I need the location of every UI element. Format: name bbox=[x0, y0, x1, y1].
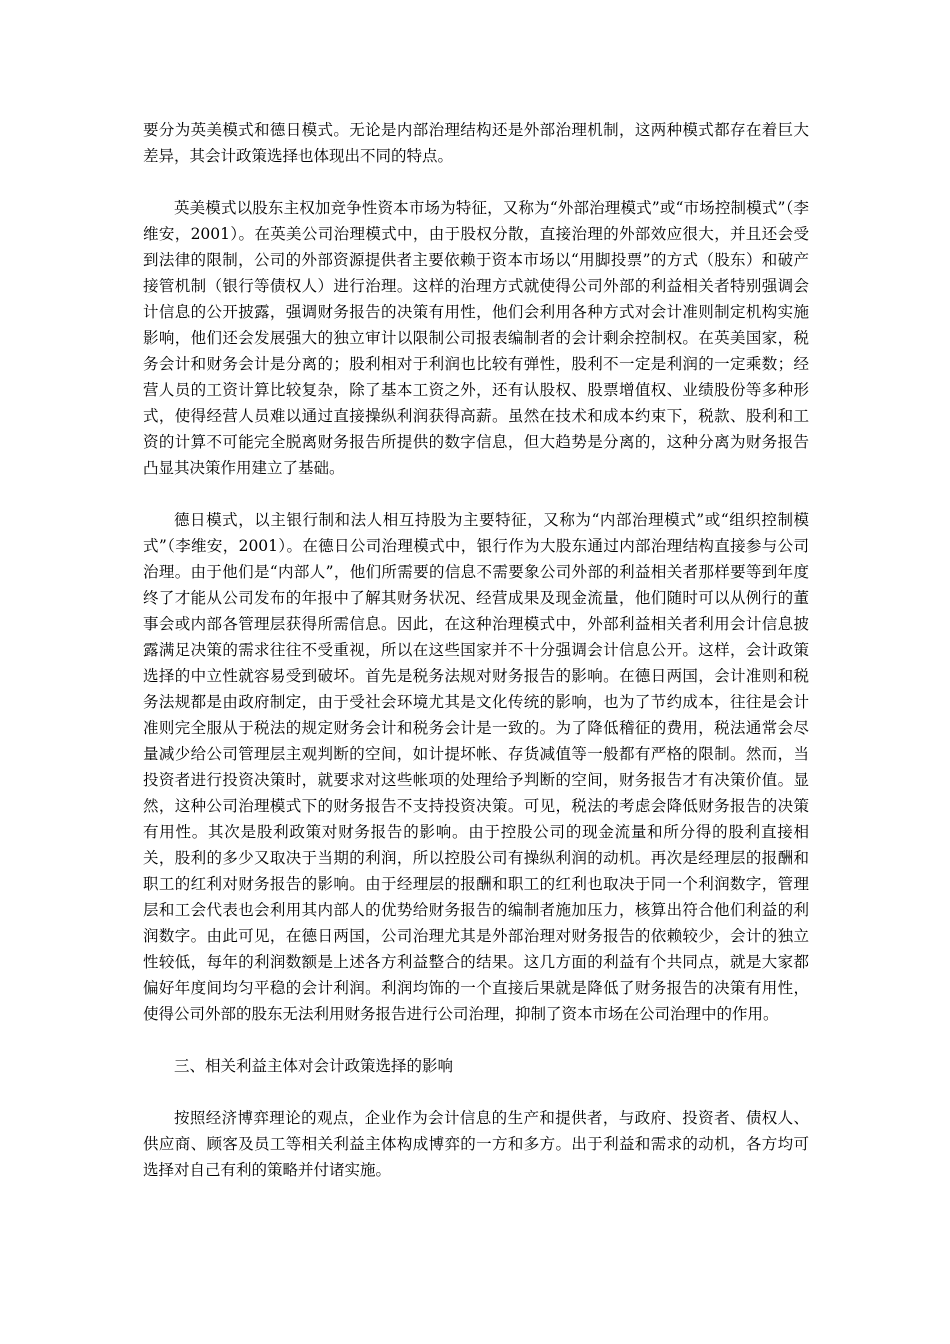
paragraph-anglo-american-model: 英美模式以股东主权加竞争性资本市场为特征，又称为“外部治理模式”或“市场控制模式”（李维安，2001）。在英美公司治理模式中，由于股权分散，直接治理的外部效应很大，并且还会受到法律的限制，公司的外部资源提供者主要依赖于资本市场以“用脚投票”的方式（股东）和破产接管机制（银行等债权人）进行治理。这样的治理方式就使得公司外部的利益相关者特别强调会计信息的公开披露，强调财务报告的决策有用性，他们会利用各种方式对会计准则制定机构实施影响，他们还会发展强大的独立审计以限制公司报表编制者的会计剩余控制权。在英美国家，税务会计和财务会计是分离的；股利相对于利润也比较有弹性，股利不一定是利润的一定乘数；经营人员的工资计算比较复杂，除了基本工资之外，还有认股权、股票增值权、业绩股份等多种形式，使得经营人员难以通过直接操纵利润获得高薪。虽然在技术和成本约束下，税款、股利和工资的计算不可能完全脱离财务报告所提供的数字信息，但大趋势是分离的，这种分离为财务报告凸显其决策作用建立了基础。 bbox=[143, 199, 809, 477]
paragraph-spacer bbox=[143, 1027, 809, 1053]
paragraph-game-theory: 按照经济博弈理论的观点，企业作为会计信息的生产和提供者，与政府、投资者、债权人、供应商、顾客及员工等相关利益主体构成博弈的一方和多方。出于利益和需求的动机，各方均可选择对自己有利的策略并付诸实施。 bbox=[143, 1109, 809, 1179]
paragraph-spacer bbox=[143, 481, 809, 507]
section-heading: 三、相关利益主体对会计政策选择的影响 bbox=[174, 1057, 454, 1075]
document-body bbox=[143, 117, 809, 1183]
paragraph-spacer bbox=[143, 1079, 809, 1105]
paragraph-german-japanese-model: 德日模式，以主银行制和法人相互持股为主要特征，又称为“内部治理模式”或“组织控制模式”（李维安，2001）。在德日公司治理模式中，银行作为大股东通过内部治理结构直接参与公司治理。由于他们是“内部人”，他们所需要的信息不需要象公司外部的利益相关者那样要等到年度终了才能从公司发布的年报中了解其财务状况、经营成果及现金流量，他们随时可以从例行的董事会或内部各管理层获得所需信息。因此，在这种治理模式中，外部利益相关者利用会计信息披露满足决策的需求往往不受重视，所以在这些国家并不十分强调会计信息公开。这样，会计政策选择的中立性就容易受到破坏。首先是税务法规对财务报告的影响。在德日两国，会计准则和税务法规都是由政府制定，由于受社会环境尤其是文化传统的影响，也为了节约成本，往往是会计准则完全服从于税法的规定财务会计和税务会计是一致的。为了降低稽征的费用，税法通常会尽量减少给公司管理层主观判断的空间，如计提坏帐、存货减值等一般都有严格的限制。然而，当投资者进行投资决策时，就要求对这些帐项的处理给予判断的空间，财务报告才有决策价值。显然，这种公司治理模式下的财务报告不支持投资决策。可见，税法的考虑会降低财务报告的决策有用性。其次是股利政策对财务报告的影响。由于控股公司的现金流量和所分得的股利直接相关，股利的多少又取决于当期的利润，所以控股公司有操纵利润的动机。再次是经理层的报酬和职工的红利对财务报告的影响。由于经理层的报酬和职工的红利也取决于同一个利润数字，管理层和工会代表也会利用其内部人的优势给财务报告的编制者施加压力，核算出符合他们利益的利润数字。由此可见，在德日两国，公司治理尤其是外部治理对财务报告的依赖较少，会计的独立性较低，每年的利润数额是上述各方利益整合的结果。这几方面的利益有个共同点，就是大家都偏好年度间均匀平稳的会计利润。利润均饰的一个直接后果就是降低了财务报告的决策有用性，使得公司外部的股东无法利用财务报告进行公司治理，抑制了资本市场在公司治理中的作用。 bbox=[143, 511, 809, 1023]
paragraph-spacer bbox=[143, 169, 809, 195]
paragraph-continuation: 要分为英美模式和德日模式。无论是内部治理结构还是外部治理机制，这两种模式都存在着巨大差异，其会计政策选择也体现出不同的特点。 bbox=[143, 121, 809, 165]
